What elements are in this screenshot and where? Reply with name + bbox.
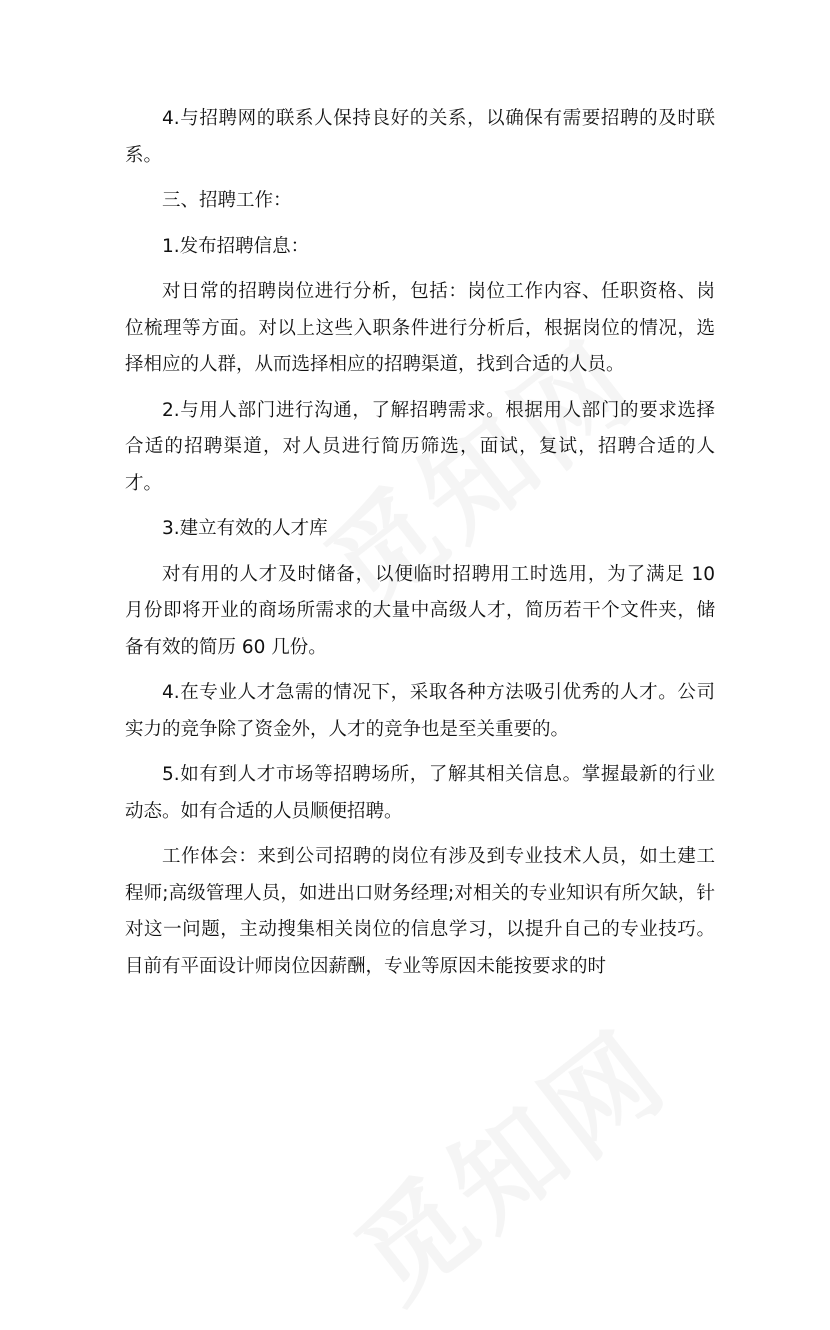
- section-heading-recruitment-work: 三、招聘工作：: [162, 190, 292, 211]
- document-body: [125, 101, 715, 994]
- paragraph-recruitment-contact: 4.与招聘网的联系人保持良好的关系，以确保有需要招聘的及时联系。: [125, 108, 715, 166]
- paragraph-talent-reserve: 对有用的人才及时储备，以便临时招聘用工时选用，为了满足 10 月份即将开业的商场所需求的大量中高级人才，简历若干个文件夹，储备有效的简历 60 几份。: [125, 563, 715, 658]
- subheading-talent-pool: 3.建立有效的人才库: [162, 518, 328, 539]
- paragraph-position-analysis: 对日常的招聘岗位进行分析，包括：岗位工作内容、任职资格、岗位梳理等方面。对以上这些入职条件进行分析后，根据岗位的情况，选择相应的人群，从而选择相应的招聘渠道，找到合适的人员。: [125, 281, 715, 375]
- subheading-publish-info: 1.发布招聘信息：: [162, 235, 310, 257]
- watermark: [319, 988, 695, 1330]
- paragraph-attract-talent: 4.在专业人才急需的情况下，采取各种方法吸引优秀的人才。公司实力的竞争除了资金外，人才的竞争也是至关重要的。: [125, 682, 715, 740]
- paragraph-talent-market: 5.如有到人才市场等招聘场所，了解其相关信息。掌握最新的行业动态。如有合适的人员顺便招聘。: [125, 764, 715, 822]
- paragraph-work-experience: 工作体会：来到公司招聘的岗位有涉及到专业技术人员，如土建工程师;高级管理人员，如进出口财务经理;对相关的专业知识有所欠缺，针对这一问题，主动搜集相关岗位的信息学习，以提升自己的专业技巧。目前有平面设计师岗位因薪酬，专业等原因未能按要求的时: [125, 846, 715, 977]
- paragraph-department-communication: 2.与用人部门进行沟通，了解招聘需求。根据用人部门的要求选择合适的招聘渠道，对人员进行简历筛选，面试，复试，招聘合适的人才。: [125, 399, 715, 494]
